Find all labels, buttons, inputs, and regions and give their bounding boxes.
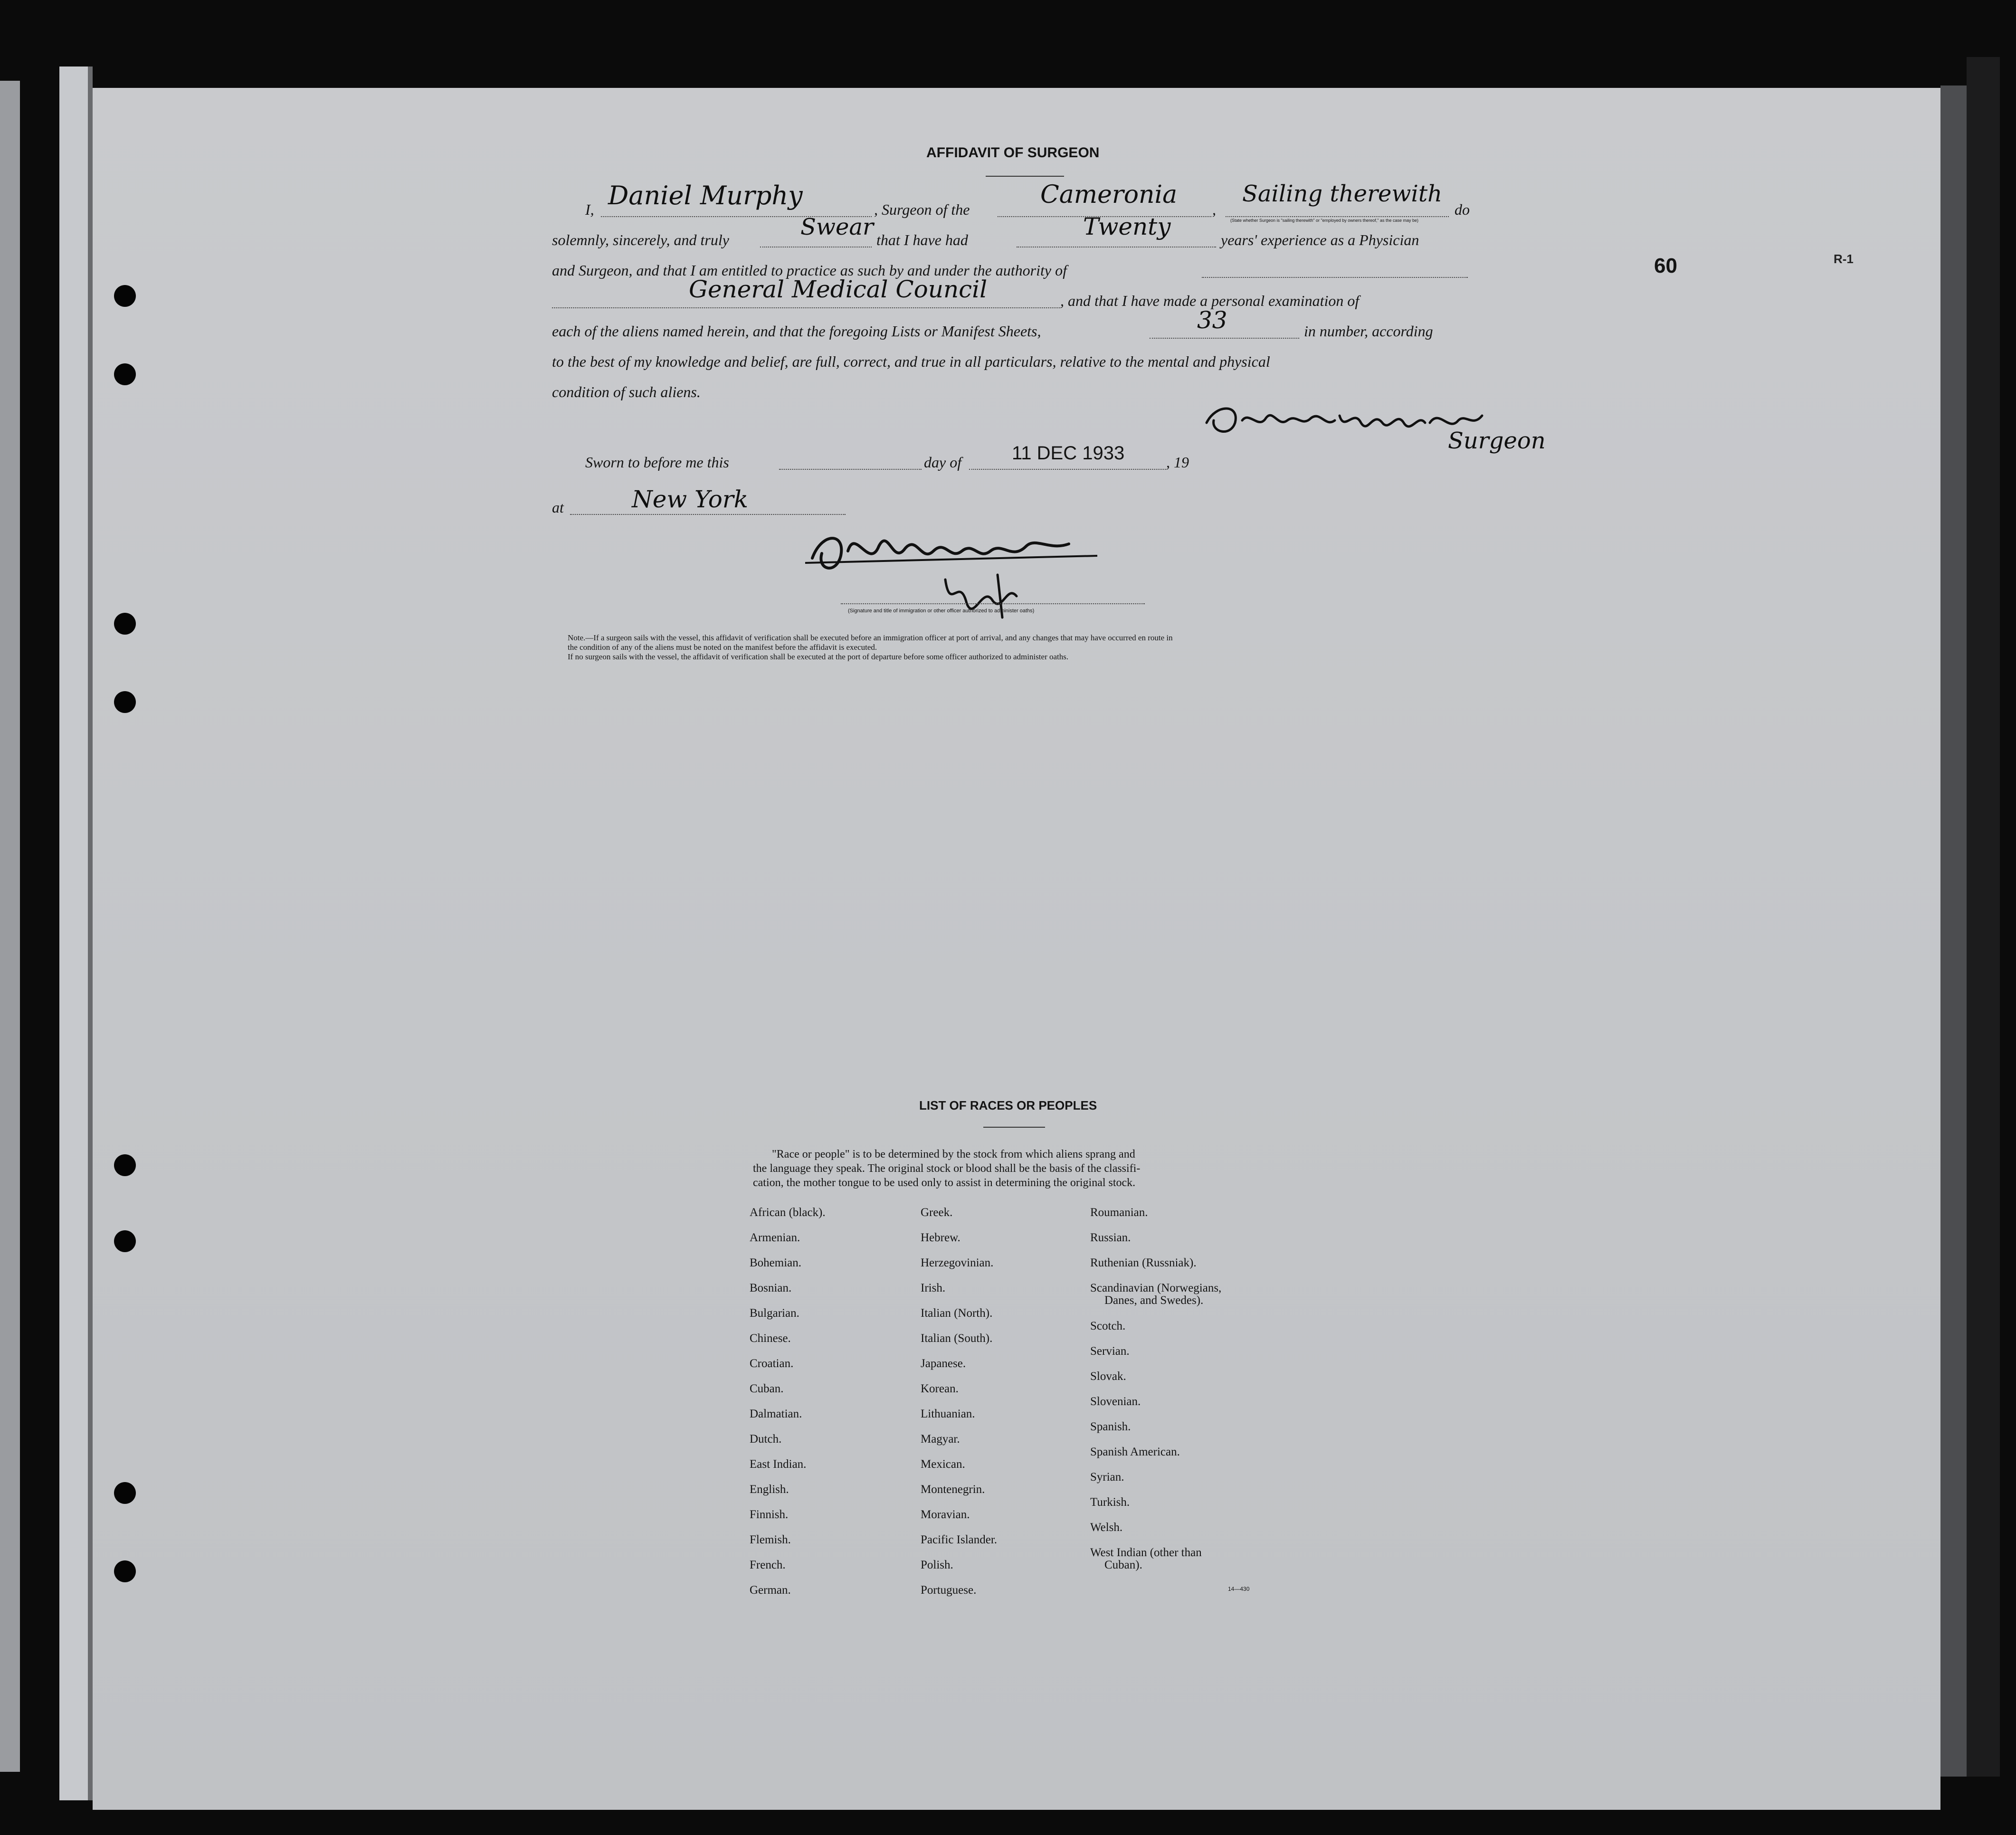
handwritten-sheet-count: 33 <box>1197 306 1227 334</box>
affidavit-text: solemnly, sincerely, and truly <box>552 231 729 248</box>
race-item: Italian (North). <box>921 1307 993 1320</box>
date-stamp: 11 DEC 1933 <box>1012 443 1125 464</box>
races-column-1 <box>750 1200 826 1603</box>
punch-hole <box>114 1560 136 1582</box>
affidavit-text: in number, according <box>1304 323 1433 340</box>
race-item-line: Scandinavian (Norwegians, <box>1090 1282 1222 1294</box>
affidavit-text: at <box>552 499 564 516</box>
blank-line <box>570 514 846 515</box>
races-column-2 <box>921 1200 997 1603</box>
handwritten-years: Twenty <box>1083 213 1171 240</box>
handwritten-vessel-name: Cameronia <box>1040 181 1178 209</box>
race-item: Scotch. <box>1090 1320 1126 1332</box>
race-item: Lithuanian. <box>921 1407 975 1420</box>
race-item: German. <box>750 1584 791 1597</box>
binding-shadow <box>88 67 93 1800</box>
note-paragraph: the condition of any of the aliens must be noted on the manifest before the affidavit is executed. <box>568 643 877 652</box>
race-item: Mexican. <box>921 1458 965 1471</box>
race-item: Welsh. <box>1090 1521 1123 1534</box>
affidavit-text: do <box>1455 201 1470 218</box>
affidavit-text: that I have had <box>876 231 968 248</box>
punch-hole <box>114 613 136 635</box>
blank-line <box>1226 216 1449 217</box>
officer-caption: (Signature and title of immigration or other officer authorized to administer oaths) <box>848 608 1035 614</box>
handwritten-surgeon-name: Daniel Murphy <box>608 181 803 210</box>
blank-line <box>969 469 1166 470</box>
affidavit-text: I, <box>585 201 594 218</box>
race-item: Servian. <box>1090 1345 1130 1358</box>
race-item: Bosnian. <box>750 1282 792 1294</box>
race-item: Hebrew. <box>921 1231 960 1244</box>
affidavit-text: Sworn to before me this <box>585 454 729 471</box>
race-item: Turkish. <box>1090 1496 1130 1509</box>
race-item: French. <box>750 1559 786 1571</box>
race-item: Polish. <box>921 1559 953 1571</box>
race-item: African (black). <box>750 1206 826 1219</box>
handwritten-surgeon-status: Sailing therewith <box>1242 181 1443 207</box>
page-number: 60 <box>1654 254 1677 277</box>
race-item: Montenegrin. <box>921 1483 985 1496</box>
race-item: Ruthenian (Russniak). <box>1090 1256 1197 1269</box>
status-instruction: (State whether Surgeon is "sailing therewith" or "employed by owners thereof," as the case may be) <box>1230 218 1418 223</box>
race-item: Pacific Islander. <box>921 1533 998 1546</box>
punch-hole <box>114 1230 136 1252</box>
page-edge-shadow <box>1940 86 1967 1777</box>
affidavit-text: , <box>1212 201 1216 218</box>
race-item: East Indian. <box>750 1458 807 1471</box>
race-item: Bohemian. <box>750 1256 802 1269</box>
races-intro-line: "Race or people" is to be determined by the stock from which aliens sprang and <box>772 1148 1135 1160</box>
race-item: Armenian. <box>750 1231 800 1244</box>
race-item: Greek. <box>921 1206 953 1219</box>
race-item: Japanese. <box>921 1357 966 1370</box>
handwritten-oath: Swear <box>800 214 874 240</box>
race-item: Russian. <box>1090 1231 1131 1244</box>
race-item: Bulgarian. <box>750 1307 799 1320</box>
race-item-line: West Indian (other than <box>1090 1546 1202 1559</box>
race-item: Finnish. <box>750 1508 789 1521</box>
blank-line <box>1202 277 1468 278</box>
race-item: Chinese. <box>750 1332 791 1345</box>
races-intro-line: the language they speak. The original stock or blood shall be the basis of the classifi- <box>753 1162 1141 1175</box>
races-title-underline <box>983 1127 1045 1128</box>
affidavit-text: , Surgeon of the <box>874 201 970 218</box>
punch-hole <box>114 691 136 713</box>
affidavit-text: each of the aliens named herein, and that the foregoing Lists or Manifest Sheets, <box>552 323 1041 340</box>
handwritten-authority: General Medical Council <box>689 276 988 303</box>
handwritten-surgeon-title: Surgeon <box>1448 428 1546 454</box>
punch-hole <box>114 363 136 385</box>
document-page <box>93 88 1940 1810</box>
race-item: Spanish. <box>1090 1420 1131 1433</box>
race-item: Herzegovinian. <box>921 1256 994 1269</box>
punch-hole <box>114 1154 136 1176</box>
blank-line <box>552 307 1060 308</box>
race-item: Magyar. <box>921 1433 960 1445</box>
handwritten-place: New York <box>632 485 748 513</box>
race-item: Portuguese. <box>921 1584 977 1597</box>
title-underline <box>986 176 1064 177</box>
race-item: Spanish American. <box>1090 1445 1180 1458</box>
note-paragraph: If no surgeon sails with the vessel, the affidavit of verification shall be executed at the port of departure before some officer authorized to administer oaths. <box>568 652 1069 661</box>
affidavit-text: years' experience as a Physician <box>1221 231 1419 248</box>
affidavit-title: AFFIDAVIT OF SURGEON <box>926 145 1100 161</box>
binding-strip <box>59 67 88 1800</box>
race-item: Slovak. <box>1090 1370 1126 1383</box>
affidavit-text: condition of such aliens. <box>552 383 701 400</box>
form-code: 14—430 <box>1228 1586 1250 1592</box>
race-item: English. <box>750 1483 789 1496</box>
race-item: Cuban. <box>750 1382 784 1395</box>
note-paragraph: Note.—If a surgeon sails with the vessel, this affidavit of verification shall be executed before an immigration officer at port of arrival, and any changes that may have occurred en route in <box>568 633 1173 642</box>
race-item: Slovenian. <box>1090 1395 1141 1408</box>
race-item-line: Danes, and Swedes). <box>1104 1294 1204 1307</box>
race-item: Dutch. <box>750 1433 782 1445</box>
race-item: Moravian. <box>921 1508 970 1521</box>
punch-hole <box>114 285 136 307</box>
race-item: Korean. <box>921 1382 959 1395</box>
affidavit-text: , 19 <box>1166 454 1189 471</box>
races-intro-line: cation, the mother tongue to be used only to assist in determining the original stock. <box>753 1177 1136 1189</box>
race-item: Syrian. <box>1090 1471 1124 1483</box>
film-left-strip <box>0 81 20 1772</box>
race-item: Dalmatian. <box>750 1407 802 1420</box>
race-item: Italian (South). <box>921 1332 993 1345</box>
blank-line <box>779 469 922 470</box>
film-right-strip <box>1967 57 2000 1777</box>
affidavit-text: day of <box>924 454 962 471</box>
affidavit-text: to the best of my knowledge and belief, are full, correct, and true in all particulars, relative to the mental and physical <box>552 353 1270 370</box>
blank-line <box>1150 338 1299 339</box>
race-item-scandinavian <box>1090 1275 1221 1313</box>
officer-signature-line <box>841 603 1145 604</box>
races-title: LIST OF RACES OR PEOPLES <box>919 1098 1097 1112</box>
race-item: Flemish. <box>750 1533 791 1546</box>
race-item: Croatian. <box>750 1357 794 1370</box>
race-item: Roumanian. <box>1090 1206 1148 1219</box>
race-item: Irish. <box>921 1282 946 1294</box>
race-item-line: Cuban). <box>1104 1559 1142 1571</box>
races-intro <box>753 1147 1275 1190</box>
corner-mark: R-1 <box>1834 252 1854 266</box>
surgeon-signature <box>1202 394 1487 447</box>
race-item-west-indian <box>1090 1540 1221 1571</box>
punch-hole <box>114 1482 136 1504</box>
affidavit-text: , and that I have made a personal examination of <box>1060 292 1360 309</box>
races-column-3 <box>1090 1200 1221 1571</box>
affidavit-text: and Surgeon, and that I am entitled to practice as such by and under the authority of <box>552 262 1067 279</box>
